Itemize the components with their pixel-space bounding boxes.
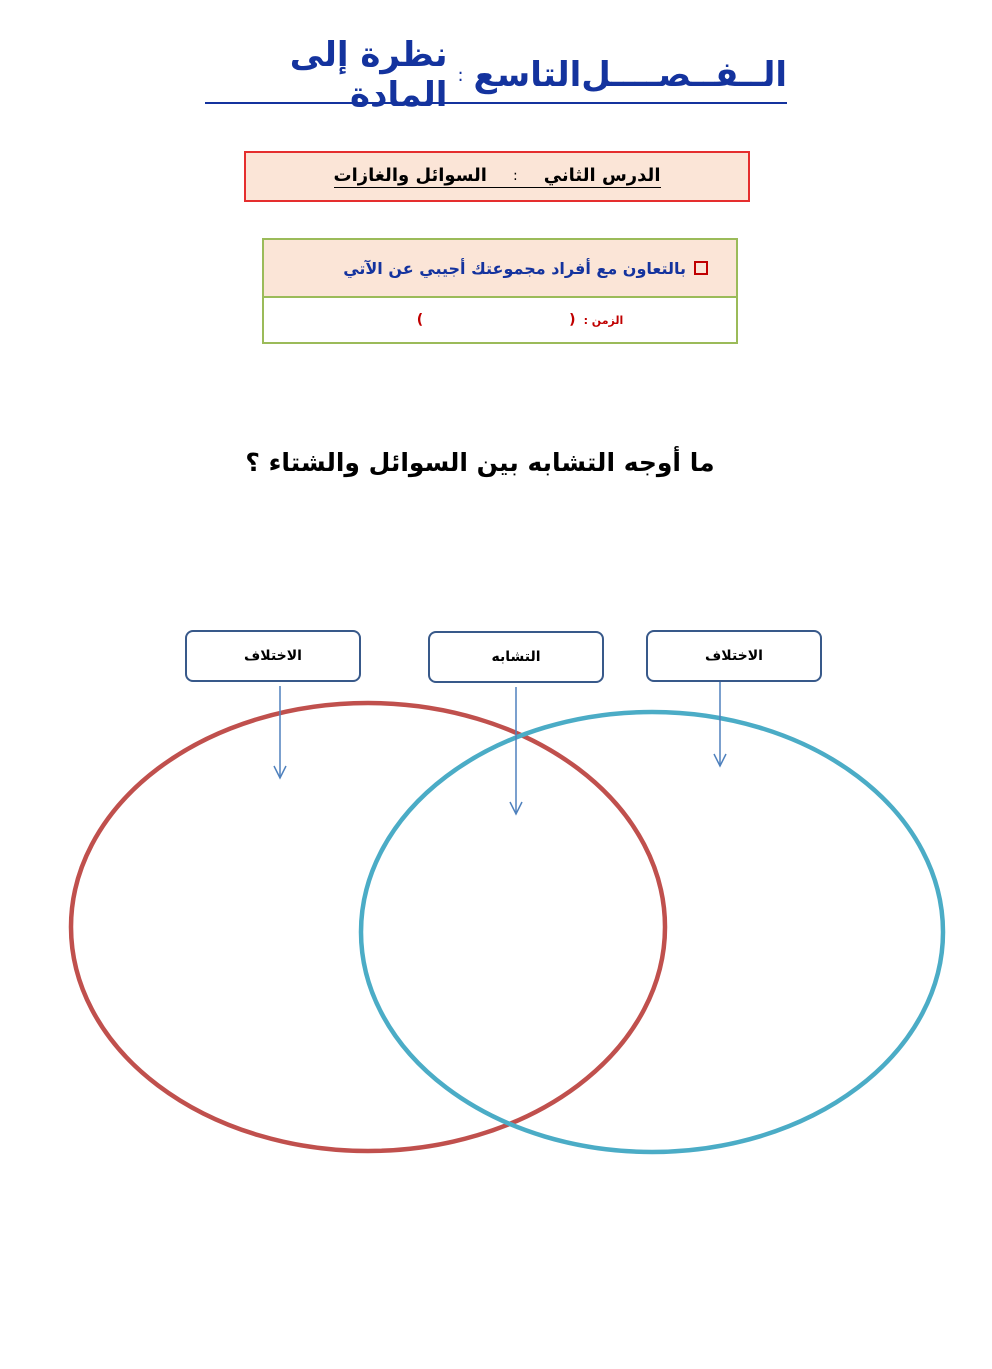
- left-circle: [71, 703, 665, 1151]
- instruction-prompt: بالتعاون مع أفراد مجموعتك أجيبي عن الآتي: [343, 258, 686, 278]
- similarity-box: [428, 631, 604, 683]
- time-open-paren: (: [569, 312, 576, 328]
- chapter-title: نظرة إلى المادة: [289, 35, 448, 115]
- chapter-number: التاسع: [473, 55, 582, 95]
- chapter-label: الــفــصــــل: [581, 55, 787, 95]
- question-text: ما أوجه التشابه بين السوائل والشتاء ؟: [245, 448, 715, 477]
- chapter-separator: :: [457, 64, 464, 86]
- difference-right-label: الاختلاف: [705, 648, 763, 664]
- difference-left-label: الاختلاف: [244, 648, 302, 664]
- middle-arrow: [510, 687, 522, 814]
- time-close-paren: ): [416, 312, 424, 328]
- difference-right-box: [646, 630, 822, 682]
- right-circle: [361, 712, 943, 1152]
- lesson-title: السوائل والغازات: [333, 165, 487, 186]
- lesson-separator: :: [512, 167, 518, 184]
- left-arrow: [274, 686, 286, 778]
- similarity-label: التشابه: [491, 649, 541, 665]
- difference-left-box: [185, 630, 361, 682]
- time-label: الزمن :: [583, 313, 624, 327]
- lesson-label: الدرس الثاني: [543, 165, 661, 186]
